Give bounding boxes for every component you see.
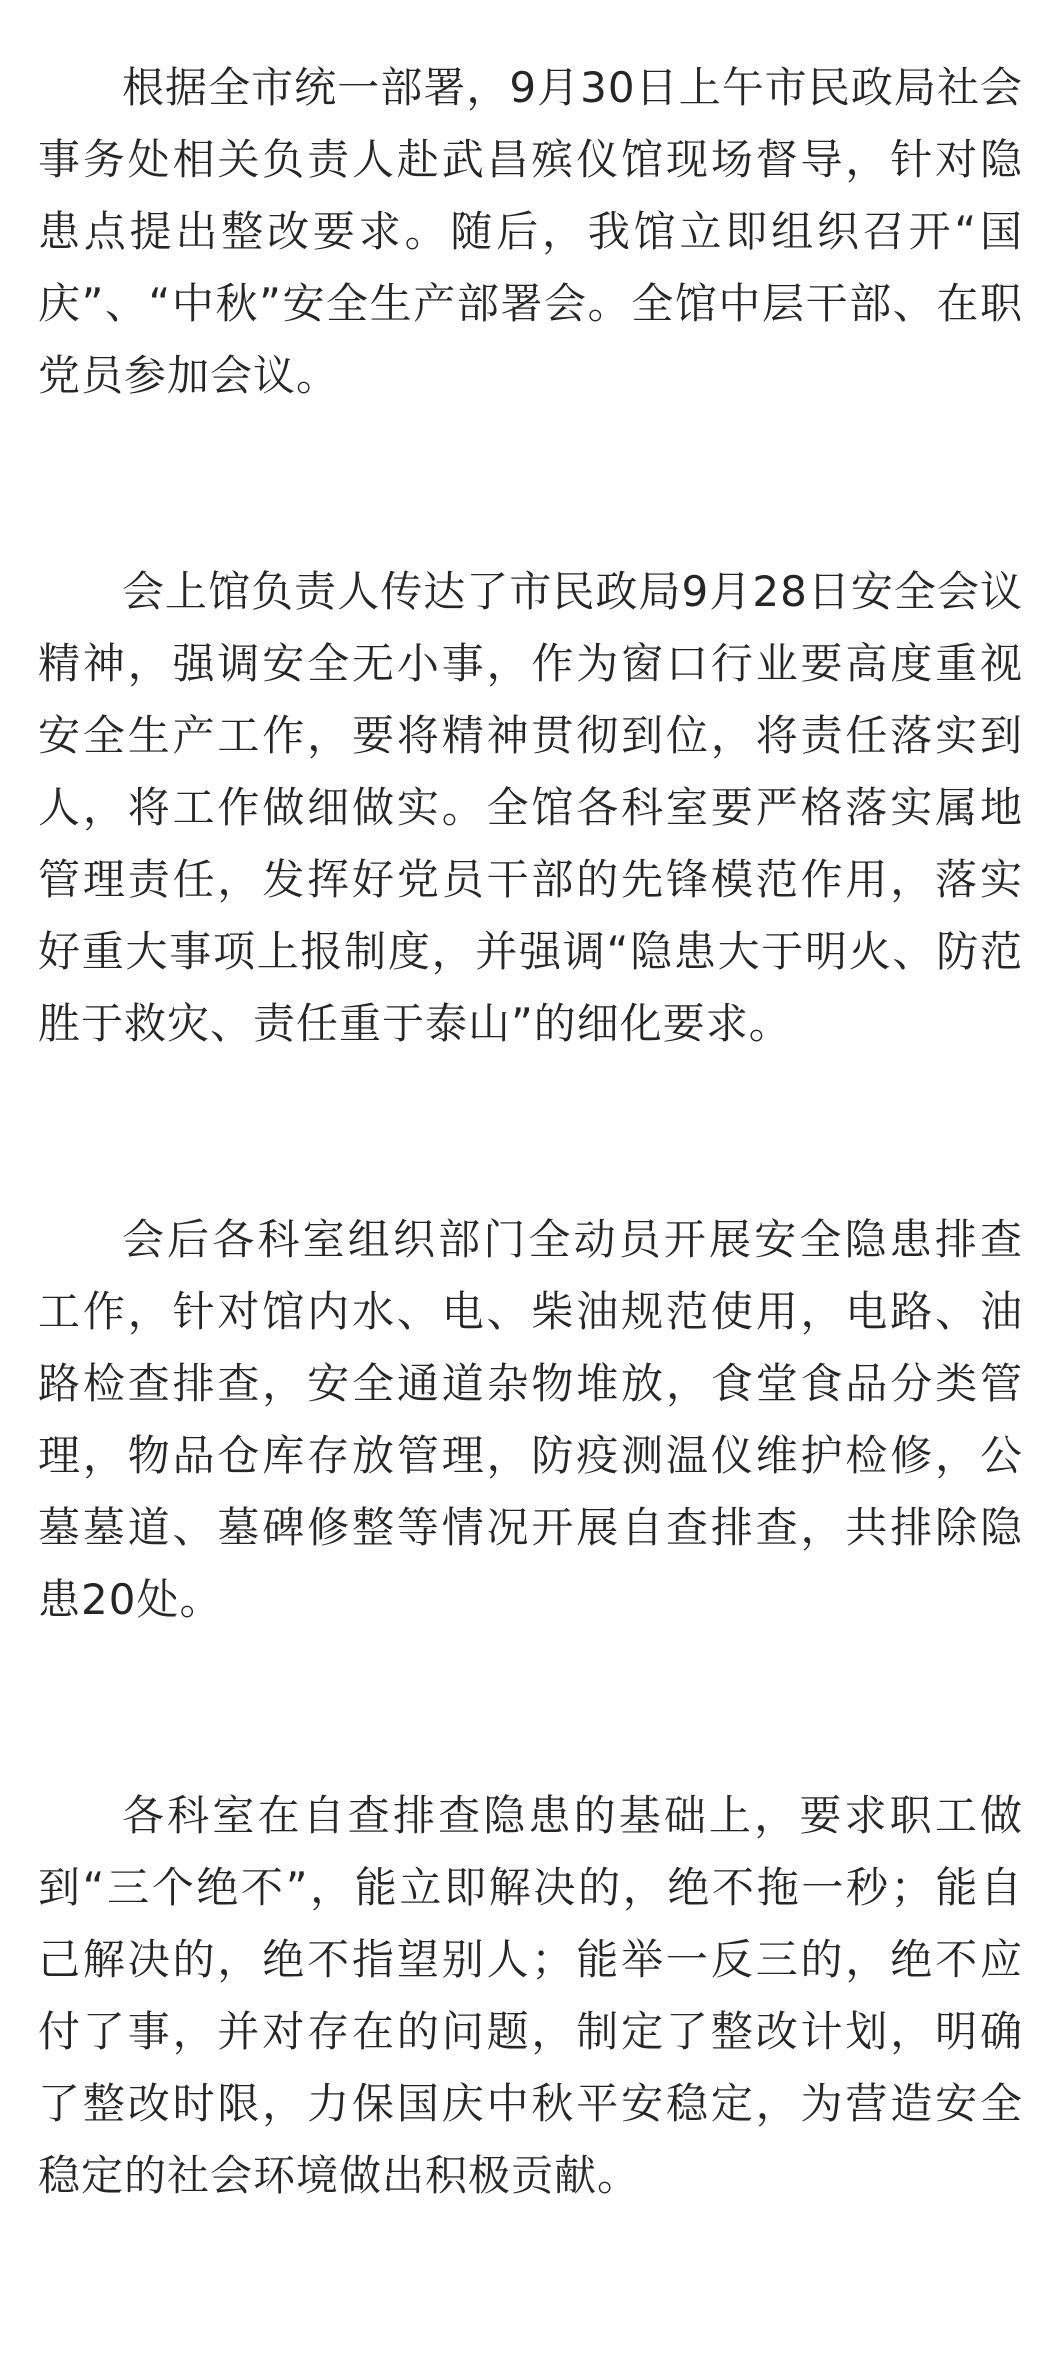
paragraph-1: 根据全市统一部署，9月30日上午市民政局社会事务处相关负责人赴武昌殡仪馆现场督导，针对隐患点提出整改要求。随后，我馆立即组织召开“国庆”、“中秋”安全生产部署会。全馆中层干部、在职党员参加会议。 <box>38 63 1023 400</box>
paragraph-4: 各科室在自查排查隐患的基础上，要求职工做到“三个绝不”，能立即解决的，绝不拖一秒；能自己解决的，绝不指望别人；能举一反三的，绝不应付了事，并对存在的问题，制定了整改计划，明确了整改时限，力保国庆中秋平安稳定，为营造安全稳定的社会环境做出积极贡献。 <box>38 1791 1023 2200</box>
paragraph-2: 会上馆负责人传达了市民政局9月28日安全会议精神，强调安全无小事，作为窗口行业要高度重视安全生产工作，要将精神贯彻到位，将责任落实到人，将工作做细做实。全馆各科室要严格落实属地管理责任，发挥好党员干部的先锋模范作用，落实好重大事项上报制度，并强调“隐患大于明火、防范胜于救灾、责任重于泰山”的细化要求。 <box>38 567 1023 1048</box>
paragraph-3: 会后各科室组织部门全动员开展安全隐患排查工作，针对馆内水、电、柴油规范使用，电路、油路检查排查，安全通道杂物堆放，食堂食品分类管理，物品仓库存放管理，防疫测温仪维护检修，公墓墓道、墓碑修整等情况开展自查排查，共排除隐患20处。 <box>38 1215 1023 1624</box>
article-body <box>38 52 1023 2356</box>
